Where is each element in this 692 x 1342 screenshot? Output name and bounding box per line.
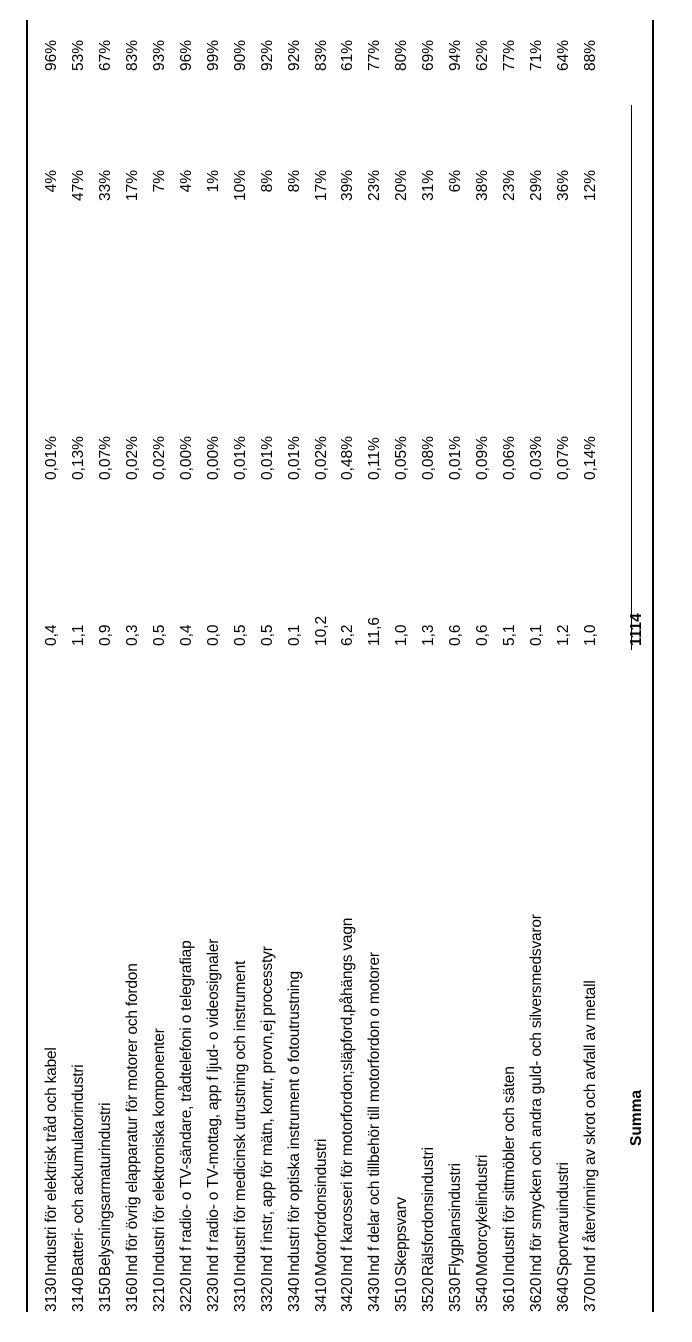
row-percent-b: 80%	[393, 40, 411, 72]
row-code: 3420	[339, 1277, 357, 1312]
row-share: 0,00%	[204, 436, 222, 480]
row-percent-b: 92%	[258, 40, 276, 72]
table-row	[390, 0, 414, 1342]
summary-rule	[631, 105, 632, 650]
table-row	[336, 0, 360, 1342]
row-share: 0,01%	[447, 436, 465, 480]
row-name: Industri för elektroniska komponenter	[150, 1028, 168, 1276]
row-share: 0,07%	[555, 436, 573, 480]
row-percent-b: 94%	[447, 40, 465, 72]
row-share: 0,14%	[582, 436, 599, 480]
row-code: 3640	[555, 1277, 573, 1312]
row-value: 0,3	[123, 624, 141, 646]
row-percent-a: 6%	[447, 170, 465, 193]
table-row	[175, 0, 199, 1342]
row-name: Ind för smycken och andra guld- och silversmedsvaror	[528, 914, 546, 1276]
table-row	[256, 0, 280, 1342]
row-percent-b: 96%	[43, 40, 60, 72]
row-percent-b: 96%	[177, 40, 195, 72]
row-percent-a: 20%	[393, 170, 411, 202]
row-code: 3320	[258, 1277, 276, 1312]
row-percent-a: 17%	[312, 170, 330, 202]
row-percent-a: 12%	[582, 170, 599, 202]
row-percent-a: 7%	[150, 170, 168, 193]
row-name: Industri för optiska instrument o fotoutrustning	[285, 971, 303, 1276]
row-share: 0,01%	[43, 436, 60, 480]
row-name: Batteri- och ackumulatorindustri	[69, 1064, 87, 1276]
row-value: 0,1	[285, 624, 303, 646]
row-percent-b: 90%	[231, 40, 249, 72]
row-percent-b: 53%	[69, 40, 87, 72]
row-name: Industri för sittmöbler och säten	[501, 1066, 519, 1276]
table-row	[471, 0, 495, 1342]
row-code: 3510	[393, 1277, 411, 1312]
table-row	[310, 0, 334, 1342]
row-name: Skeppsvarv	[393, 1197, 411, 1276]
row-value: 0,0	[204, 624, 222, 646]
row-name: Ind f delar och tillbehör till motorfordon o motorer	[366, 952, 384, 1276]
row-percent-b: 67%	[96, 40, 114, 72]
row-value: 1,0	[582, 624, 599, 646]
table-row	[498, 0, 522, 1342]
row-percent-a: 29%	[528, 170, 546, 202]
row-percent-b: 83%	[123, 40, 141, 72]
row-value: 6,2	[339, 624, 357, 646]
row-percent-b: 93%	[150, 40, 168, 72]
row-percent-a: 39%	[339, 170, 357, 202]
row-percent-b: 69%	[420, 40, 438, 72]
row-value: 0,5	[150, 624, 168, 646]
table-row	[444, 0, 468, 1342]
row-value: 5,1	[501, 624, 519, 646]
row-percent-a: 4%	[177, 170, 195, 193]
row-percent-b: 83%	[312, 40, 330, 72]
row-value: 0,9	[96, 624, 114, 646]
row-percent-b: 77%	[366, 40, 384, 72]
row-name: Belysningsarmaturindustri	[96, 1102, 114, 1276]
row-share: 0,01%	[258, 436, 276, 480]
row-name: Sportvaruindustri	[555, 1162, 573, 1276]
row-name: Ind f karosseri för motorfordon;släpford,påhängs vagn	[339, 917, 357, 1276]
row-percent-a: 8%	[285, 170, 303, 193]
row-percent-b: 77%	[501, 40, 519, 72]
row-value: 0,6	[474, 624, 492, 646]
row-percent-b: 64%	[555, 40, 573, 72]
row-value: 1,1	[69, 624, 87, 646]
row-percent-a: 1%	[204, 170, 222, 193]
row-percent-a: 36%	[555, 170, 573, 202]
row-percent-a: 38%	[474, 170, 492, 202]
row-code: 3610	[501, 1277, 519, 1312]
row-code: 3430	[366, 1277, 384, 1312]
table-row	[67, 0, 91, 1342]
row-percent-a: 10%	[231, 170, 249, 202]
row-share: 0,06%	[501, 436, 519, 480]
row-code: 3700	[582, 1277, 599, 1312]
row-share: 0,02%	[150, 436, 168, 480]
row-percent-a: 23%	[501, 170, 519, 202]
row-code: 3340	[285, 1277, 303, 1312]
row-percent-a: 47%	[69, 170, 87, 202]
row-code: 3150	[96, 1277, 114, 1312]
row-percent-a: 17%	[123, 170, 141, 202]
row-share: 0,05%	[393, 436, 411, 480]
row-share: 0,01%	[285, 436, 303, 480]
row-name: Ind f återvinning av skrot och avfall av metall	[582, 980, 599, 1276]
row-name: Ind för övrig elapparatur för motorer och fordon	[123, 963, 141, 1276]
row-value: 1,0	[393, 624, 411, 646]
row-code: 3310	[231, 1277, 249, 1312]
row-name: Ind f radio- o TV-mottag, app f ljud- o videosignaler	[204, 938, 222, 1276]
row-value: 0,5	[231, 624, 249, 646]
row-name: Industri för medicinsk utrustning och instrument	[231, 960, 249, 1276]
row-percent-a: 8%	[258, 170, 276, 193]
row-value: 1,2	[555, 624, 573, 646]
row-share: 0,01%	[231, 436, 249, 480]
row-percent-a: 33%	[96, 170, 114, 202]
row-share: 0,11%	[366, 437, 384, 480]
row-share: 0,48%	[339, 436, 357, 480]
row-share: 0,09%	[474, 436, 492, 480]
row-code: 3220	[177, 1277, 195, 1312]
row-value: 0,4	[43, 624, 60, 646]
table-row	[363, 0, 387, 1342]
row-value: 10,2	[312, 615, 330, 646]
row-percent-a: 23%	[366, 170, 384, 202]
summary-label: Summa	[628, 1090, 645, 1146]
row-code: 3210	[150, 1277, 168, 1312]
table-row	[552, 0, 576, 1342]
row-code: 3230	[204, 1277, 222, 1312]
table-row	[202, 0, 226, 1342]
table-row	[417, 0, 441, 1342]
table-row	[121, 0, 145, 1342]
row-value: 1,3	[420, 624, 438, 646]
row-code: 3520	[420, 1277, 438, 1312]
row-name: Ind f instr, app för mätn, kontr, provn,ej processtyr	[258, 946, 276, 1276]
summary-value: 1114	[628, 613, 645, 646]
table-row	[148, 0, 172, 1342]
row-percent-b: 99%	[204, 40, 222, 72]
row-name: Motorfordonsindustri	[312, 1138, 330, 1276]
row-name: Motorcykelindustri	[474, 1154, 492, 1276]
table-row	[525, 0, 549, 1342]
table-row	[40, 0, 64, 1342]
row-percent-b: 92%	[285, 40, 303, 72]
row-value: 0,6	[447, 624, 465, 646]
row-percent-b: 71%	[528, 40, 546, 72]
row-share: 0,02%	[123, 436, 141, 480]
table-row	[94, 0, 118, 1342]
row-code: 3140	[69, 1277, 87, 1312]
row-value: 0,1	[528, 624, 546, 646]
table-bottom-rule	[652, 20, 654, 1312]
row-percent-a: 31%	[420, 170, 438, 202]
row-share: 0,03%	[528, 436, 546, 480]
row-name: Flygplansindustri	[447, 1163, 465, 1276]
row-share: 0,00%	[177, 436, 195, 480]
row-name: Ind f radio- o TV-sändare, trådtelefoni o telegrafiap	[177, 940, 195, 1276]
row-share: 0,08%	[420, 436, 438, 480]
row-value: 11,6	[366, 616, 384, 646]
row-percent-a: 4%	[43, 170, 60, 193]
row-share: 0,07%	[96, 436, 114, 480]
row-share: 0,13%	[69, 436, 87, 480]
row-code: 3540	[474, 1277, 492, 1312]
table-row	[579, 0, 603, 1342]
row-name: Industri för elektrisk tråd och kabel	[43, 1047, 60, 1276]
table-row	[229, 0, 253, 1342]
table-top-rule	[26, 20, 28, 1312]
row-code: 3130	[43, 1277, 60, 1312]
row-code: 3620	[528, 1277, 546, 1312]
row-value: 0,5	[258, 624, 276, 646]
row-value: 0,4	[177, 624, 195, 646]
row-percent-b: 88%	[582, 40, 599, 72]
row-code: 3530	[447, 1277, 465, 1312]
table-row	[283, 0, 307, 1342]
row-percent-b: 61%	[339, 40, 357, 72]
row-code: 3410	[312, 1277, 330, 1312]
row-code: 3160	[123, 1277, 141, 1312]
row-name: Rälsfordonsindustri	[420, 1147, 438, 1276]
row-percent-b: 62%	[474, 40, 492, 72]
row-share: 0,02%	[312, 436, 330, 480]
